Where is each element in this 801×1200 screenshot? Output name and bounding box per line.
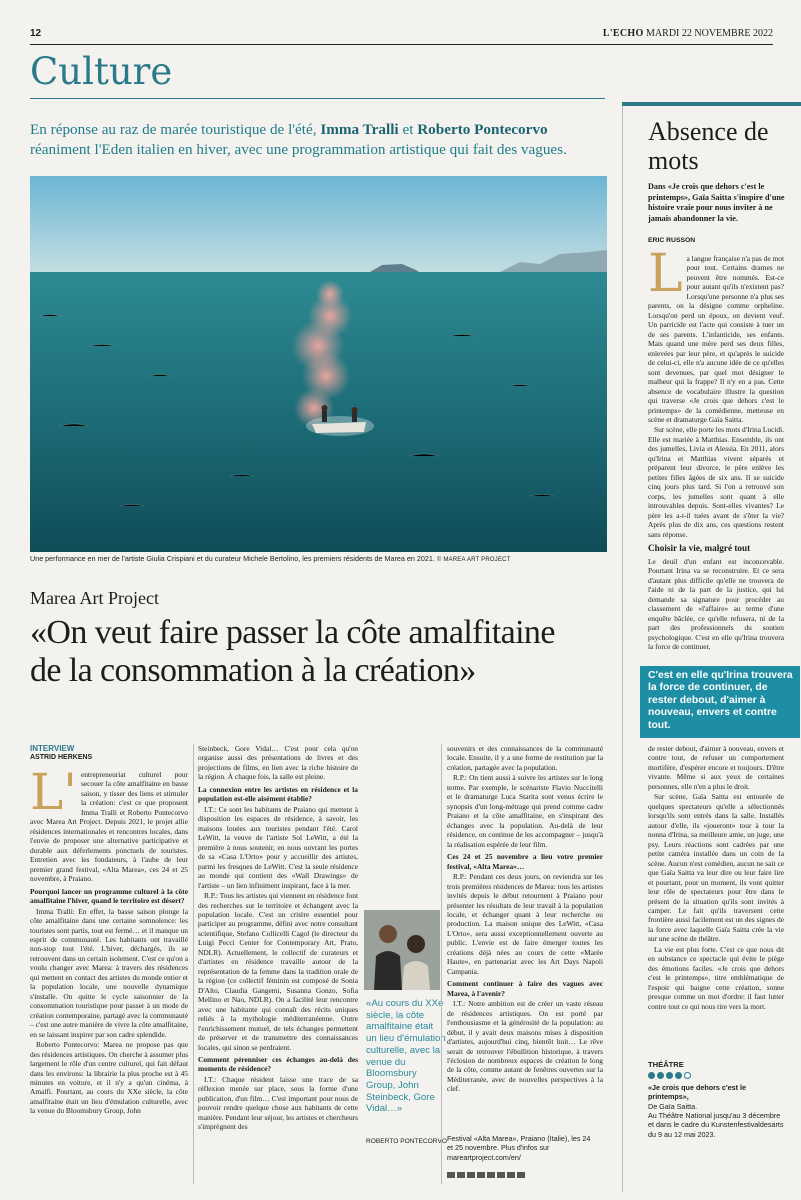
review-paragraph (648, 244, 784, 424)
lead-name-2: Roberto Pontecorvo (417, 121, 548, 138)
review-paragraph: Sur scène, Gaïa Saitta est entourée de quelques spectateurs qu'elle a sélectionnés lorsqu'ils sont entrés dans la salle. Installés autour d'elle, ils «joueront» tour à tour la nonna d'Irina, sa meilleure amie, un juge, une psy. Leurs réactions sont cadrées par une petite caméra installée dans un coin de la scène. Aucun n'est comédien, aucun ne sait ce que Gaïa Saitta va leur dire ou leur faire lire et pourtant, pour un moment, ils vont quitter leur rôle de spectateurs pour être dans le présent de la situation qu'ils sont invités à camper. Le fait qu'ils traversent cette frontière aussi facilement est un des signes de la force avec laquelle Gaïa Saitta crée la vie sur une scène de théâtre. (648, 792, 784, 944)
intro-text: entrepreneuriat culturel pour secouer la côte amalfitaine en basse saison, y tisser des liens et stimuler la création: c'est ce que proposent Imma Tralli et Roberto Pontecorvo avec Marea Art Project. Depuis 2021, le projet allie résidences internationales et rencontres locales, dans l'envie de proposer une alternative participative et durable aux déferlements ponctuels de touristes. Entretien avec les fondateurs, à l'aube de leur premier grand festival, «Alta Marea», ces 24 et 25 novembre, à Praiano. (30, 770, 188, 884)
review-paragraph: de rester debout, d'aimer à nouveau, envers et contre tout, de refuser un comportement mortifère, d'espérer encore et toujours. D'être vivante. Même si aux yeux de certaines personnes, elle n'en a plus le droit. (648, 744, 784, 791)
section-rule (30, 98, 605, 99)
rating-dot-filled (675, 1072, 682, 1079)
sea-performance-photo (30, 176, 607, 552)
article-kicker: Marea Art Project (30, 588, 159, 608)
show-author: De Gaïa Saitta. (648, 1101, 698, 1111)
question: Comment continuer à faire des vagues avec Marea, à l'avenir? (447, 979, 603, 998)
article-column-3 (447, 744, 603, 1095)
logo (517, 1172, 525, 1178)
question: La connexion entre les artistes en résidence et la population est-elle aisément établie? (198, 784, 358, 804)
review-paragraph: Sur scène, elle porte les mots d'Irina Lucidi. Elle est mariée à Matthias. Ensemble, ils ont des jumelles, Livia et Alessia. En 2011, alors qu'Irina et Matthias vivent séparés et préparent leur divorce, le père enlève les petites filles âgées de six ans. Il se suicide cinq jours plus tard. Si l'on a retrouvé son corps, les jumelles sont quant à elle introuvables depuis. Sont-elles vivantes? Le père les a-t-il tuées avant de s'ôter la vie? Après plus de dix ans, ces questions restent sans réponse. (648, 425, 785, 539)
answer: Imma Tralli: En effet, la basse saison plonge la côte amalfitaine dans une certaine somnolence: les touristes sont partis, tout est fermé… et il manque un esprit de communauté. Les habitants ont travaillé non-stop tout l'été. L'hiver, déchargés, ils se retrouvent dans un certain isolement. C'est ce qu'on a voulu changer avec Marea: à travers des résidences qui mettent en contact des artistes du monde entier et la population locale, une nouvelle dynamique s'installe. On quitte le cycle saisonnier de la consommation touristique pour passer à un mode de création contemporaine, partagé avec la communauté – c'est une autre manière de vivre la côte amalfitaine, en se laissant inspirer par son cadre splendide. (30, 906, 188, 1039)
pull-quote-author: ROBERTO PONTECORVO (366, 1138, 447, 1145)
paper-info (603, 28, 773, 39)
article-author: ASTRID HERKENS (30, 754, 93, 761)
show-details: Au Théâtre National jusqu'au 3 décembre et dans le cadre du Kunstenfestivaldesarts du 9 au 12 mai 2023. (648, 1110, 784, 1139)
rating-dots (648, 1072, 788, 1079)
column-divider (441, 744, 442, 1184)
lead-name-1: Imma Tralli (320, 121, 399, 138)
logo (447, 1172, 455, 1178)
sidebar-top-rule (622, 102, 801, 106)
answer: R.P.: On tient aussi à suivre les artistes sur le long terme. Par exemple, le scénariste Flavio Nuccitelli et le dramaturge Luca Starita sont venus écrire le synopsis d'un long-métrage qui prend comme cadre Praiano et la côte amalfitaine, en s'inspirant des échanges avec la population. Au-delà de leur résidence, on continue de les accompagner – jusqu'à la réalisation espérée de leur film. (447, 773, 603, 849)
lead-text-1: En réponse au raz de marée touristique de l'été, (30, 121, 321, 138)
question: Comment pérenniser ces échanges au-delà des moments de résidence? (198, 1055, 358, 1074)
logo (487, 1172, 495, 1178)
sidebar-pull-quote: C'est en elle qu'Irina trouvera la force de continuer, de rester debout, d'aimer à nouveau, envers et contre tout. (640, 666, 800, 738)
answer: R.P.: Pendant ces deux jours, on reviendra sur les trois premières résidences de Marea: tous les artistes invités depuis le début retournent à Praiano pour présenter les résultats de leur travail à la population locale, et échanger quant à leur recherche ou production. La maison unique des LeWitt, «Casa L'Orto», sera aussi exceptionnellement ouverte au public. L'envie est de faire émerger toutes les créations déjà nées au cours de cette «Marée Haute», en partenariat avec les Art Days Napoli Campania. (447, 872, 603, 976)
article-headline: «On veut faire passer la côte amalfitaine de la consommation à la création» (30, 614, 555, 690)
rating-dot-filled (648, 1072, 655, 1079)
founders-portrait (364, 910, 440, 990)
answer: I.T.: Ce sont les habitants de Praiano qui mettent à disposition les espaces de résidence, à savoir, les maisons louées aux touristes pendant l'été. Carol LeWitt, la veuve de l'artiste Sol LeWitt, a été la première à nous soutenir, en nous ouvrant les portes de sa «Casa L'Orto» pour y accueillir des artistes, parmi les fresques de LeWitt. C'est la seule résidence au monde qui contient des «Wall Drawings» de l'artiste – un lien infiniment inspirant, face à la mer. (198, 804, 358, 890)
theatre-info-box (648, 1060, 788, 1139)
partner-logos (447, 1172, 525, 1178)
review-paragraph: Le deuil d'un enfant est inconcevable. Pourtant Irina va se reconstruire. Et ce sera d'autant plus difficile qu'elle ne trouvera de l'aide ni de la part de la justice, qui lui demande sa signature pour procéder au classement de «l'affaire» au terme d'une enquête bâclée, ce qu'elle refusera, ni de la part des professionnels du soutien psychologique. C'est en elle qu'Irina trouvera la force de continuer, (648, 556, 784, 652)
question: Pourquoi lancer un programme culturel à la côte amalfitaine l'hiver, quand le territoire est désert? (30, 886, 188, 906)
logo (497, 1172, 505, 1178)
masthead (30, 28, 773, 44)
article-label: INTERVIEW (30, 744, 75, 753)
logo (477, 1172, 485, 1178)
logo (507, 1172, 515, 1178)
sidebar-author: ERIC RUSSON (648, 237, 696, 244)
article-column-2 (198, 744, 358, 1133)
sidebar-column-2 (648, 744, 784, 1012)
photo-caption (30, 554, 610, 563)
review-paragraph: La vie est plus forte. C'est ce que nous dit en substance ce spectacle qui évite le piège des émotions faciles. «Je crois que dehors c'est le printemps», titre emblématique de l'espoir qui baigne cette création, sonne presque comme un mot d'ordre: il faut lutter contre tout ce qui nous tire vers la mort. (648, 944, 784, 1011)
pull-quote: «Au cours du XXe siècle, la côte amalfitaine était un lieu d'émulation culturelle, avec la venue du Bloomsbury Group, John Steinbeck, Gore Vidal…» (366, 998, 446, 1115)
lead-text-2: réaniment l'Eden italien en hiver, avec une programmation artistique qui fait des vagues. (30, 141, 567, 159)
rating-dot-filled (666, 1072, 673, 1079)
dropcap: L' (30, 763, 77, 821)
lead-and: et (398, 121, 418, 138)
answer: I.T.: Chaque résident laisse une trace de sa réflexion menée sur place, sous la forme d'une publication, d'un film… C'est important pour nous de pouvoir rendre quelque chose aux habitants de cette manière. Pendant leur séjour, les artistes et chercheurs s'imprègnent des (198, 1074, 358, 1132)
caption-text: Une performance en mer de l'artiste Giulia Crispiani et du curateur Michele Bertolino, les premiers résidents de Marea en 2021. (30, 554, 435, 563)
column-divider (193, 744, 194, 1184)
paper-name: L'ECHO (602, 28, 644, 39)
sidebar-column-1 (648, 244, 785, 653)
rating-dot-empty (684, 1072, 691, 1079)
festival-info: Festival «Alta Marea», Praiano (Italie), les 24 et 25 novembre. Plus d'infos sur mareartproject.com/en/ (447, 1134, 591, 1162)
answer: Roberto Pontecorvo: Marea ne propose pas que des résidences artistiques. On cherche à assumer plus largement le rôle d'un centre culturel, qui fait défaut dans les environs: la librairie la plus proche est à 45 minutes en voiture, et il n'y a qu'un cinéma, à Amalfi. Pourtant, au cours du XXe siècle, la côte amalfitaine était un lieu d'émulation culturelle, avec la venue du Bloomsbury Group, John (30, 1040, 188, 1116)
sidebar-dropcap: L (648, 244, 683, 304)
sidebar-deck: Dans «Je crois que dehors c'est le printemps», Gaïa Saitta s'inspire d'une histoire vraie pour nous inviter à ne jamais abandonner la vie. (648, 182, 785, 223)
section-title: Culture (30, 50, 173, 93)
issue-date: MARDI 22 NOVEMBRE 2022 (646, 28, 773, 39)
question: Ces 24 et 25 novembre a lieu votre premier festival, «Alta Marea»… (447, 852, 603, 871)
rating-dot-filled (657, 1072, 664, 1079)
intro-paragraph (30, 763, 188, 884)
answer: souvenirs et des connaissances de la communauté locale. Ensuite, il y a une forme de restitution par la création, partagée avec la population. (447, 744, 603, 772)
masthead-rule (30, 44, 773, 45)
answer: I.T.: Notre ambition est de créer un vaste réseau de résidences artistiques. On est porté par l'enthousiasme et la générosité de la population: au début, il y avait deux maisons mises à disposition d'artistes, aujourd'hui cinq, bientôt huit… Le rêve serait de retrouver l'ébullition historique, à travers l'éclosion de nombreux espaces de création le long de la côte, comme autant de fenêtres ouvertes sur la Méditerranée, avec de nouvelles perspectives à la clef. (447, 999, 603, 1094)
show-title: «Je crois que dehors c'est le printemps», (648, 1082, 746, 1102)
photo-credit: © MAREA ART PROJECT (436, 557, 511, 563)
article-column-1 (30, 763, 188, 1117)
answer: Steinbeck, Gore Vidal… C'est pour cela qu'on organise aussi des présentations de livres et des projections de films, en lien avec la riche histoire de la région. À chaque fois, la salle est pleine. (198, 744, 358, 782)
review-subheading: Choisir la vie, malgré tout (648, 543, 751, 554)
page-number: 12 (30, 28, 42, 39)
sidebar-divider (622, 102, 623, 1192)
theatre-label: THÉÂTRE (648, 1060, 684, 1069)
sidebar-title: Absence de mots (648, 117, 769, 175)
logo (457, 1172, 465, 1178)
logo (467, 1172, 475, 1178)
answer: R.P.: Tous les artistes qui viennent en résidence font des recherches sur le territoire et échangent avec la population locale. C'est un critère essentiel pour participer au programme, défini avec notre consultant scientifique, Stefano Collicelli Cagol (le directeur du Luigi Pecci Center for Contemporary Art, Prato, NDLR). Actuellement, le collectif de curateurs et d'artistes en résidence travaille autour de la représentation de la femme dans la tradition orale de la région (ce collectif féminin est composé de Sonia D'Alto, Claudia Gangemi, Susanna Gonzo, Sofia Mellino et Nao, NDLR). On a facilité leur rencontre avec une habitante qui connaît des récits uniques reliés à la mythologie méditerranéenne. Outre l'enrichissement mutuel, de tels échanges permettent de préserver et de transmettre des connaissances locales, qui sinon se perdraient. (198, 891, 358, 1052)
review-text: a langue française n'a pas de mot pour tout. Certains drames ne peuvent être nommés. Est-ce pour autant qu'ils n'existent pas? Lorsqu'une personne n'a plus ses parents, on la désigne comme orpheline. Lorsqu'on perd un époux, on devient veuf. Un parricide est l'acte qui consiste à tuer un de ses parents. L'infanticide, ses enfants. Mais quand une mère perd ses deux filles, enlevées par leur père, et qu'après le suicide de celui-ci, elle n'a aucune idée de ce qu'elles sont devenues, par quel mot désigner le malheur qui la frappe? Il n'y en a pas. Cette absence de vocabulaire illustre la question qui traverse «Je crois que dehors c'est le printemps» de la comédienne, metteuse en scène et dramaturge Gaïa Saitta. (648, 254, 784, 424)
lead-paragraph (30, 120, 605, 160)
